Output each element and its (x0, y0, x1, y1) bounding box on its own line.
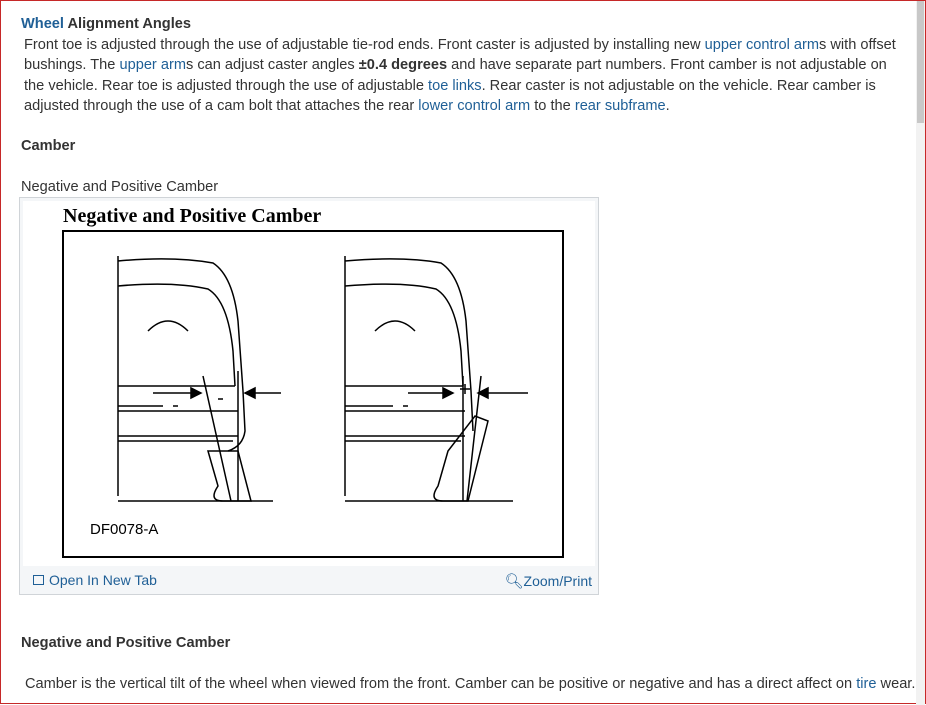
text: Front toe is adjusted through the use of adjustable tie-rod ends. Front caster is adjusted by installing new (24, 36, 705, 53)
section2-heading: Negative and Positive Camber (21, 635, 231, 651)
text: s with offset bushings. The (24, 36, 896, 74)
rear-subframe-link[interactable]: rear subframe (574, 98, 666, 115)
article (21, 14, 901, 117)
toe-links-link[interactable]: toe links (428, 77, 482, 94)
figure-caption: Negative and Positive Camber (21, 179, 219, 195)
text: . Rear caster is not adjustable on the vehicle. Rear camber is adjusted through the use of a cam bolt that attaches the rear (24, 77, 876, 115)
open-in-new-tab-button[interactable] (33, 572, 157, 588)
diagram-code: DF0078-A (90, 521, 159, 538)
text: to the (530, 98, 575, 115)
lower-control-arm-link[interactable]: lower control arm (418, 98, 531, 115)
bold-text: ±0.4 degrees (358, 57, 448, 74)
zoom-print-label: Zoom/Print (523, 573, 592, 589)
camber-illustration (23, 201, 595, 566)
text: . (665, 98, 670, 115)
upper-control-arm-link[interactable]: upper control arm (704, 36, 819, 53)
figure-footer (20, 568, 598, 594)
diagram-title: Negative and Positive Camber (63, 205, 322, 227)
title-text: Alignment Angles (63, 16, 192, 32)
wheel-link[interactable]: Wheel (21, 16, 64, 32)
camber-heading: Camber (21, 138, 76, 154)
zoom-print-button[interactable] (504, 572, 592, 590)
camber-diagram[interactable] (23, 201, 595, 566)
section-title (21, 14, 901, 35)
zoom-icon: 🔍︎ (504, 573, 524, 590)
figure-box (19, 197, 599, 595)
scrollbar-thumb[interactable] (917, 1, 924, 123)
open-tab-label: Open In New Tab (49, 572, 157, 588)
tire-link[interactable]: tire (856, 676, 877, 692)
upper-arm-link[interactable]: upper arm (119, 57, 186, 74)
text: s can adjust caster angles (185, 57, 359, 74)
text: wear. (876, 676, 916, 692)
text: Camber is the vertical tilt of the wheel when viewed from the front. Camber can be positive or negative and has a direct affect on (25, 676, 857, 692)
text: and have separate part numbers. Front camber is not adjustable on the vehicle. Rear toe is adjusted through the use of adjustable (24, 57, 887, 94)
scrollbar[interactable] (916, 1, 925, 705)
section2-paragraph (25, 676, 915, 692)
intro-paragraph (21, 35, 901, 117)
new-tab-icon (33, 575, 44, 585)
